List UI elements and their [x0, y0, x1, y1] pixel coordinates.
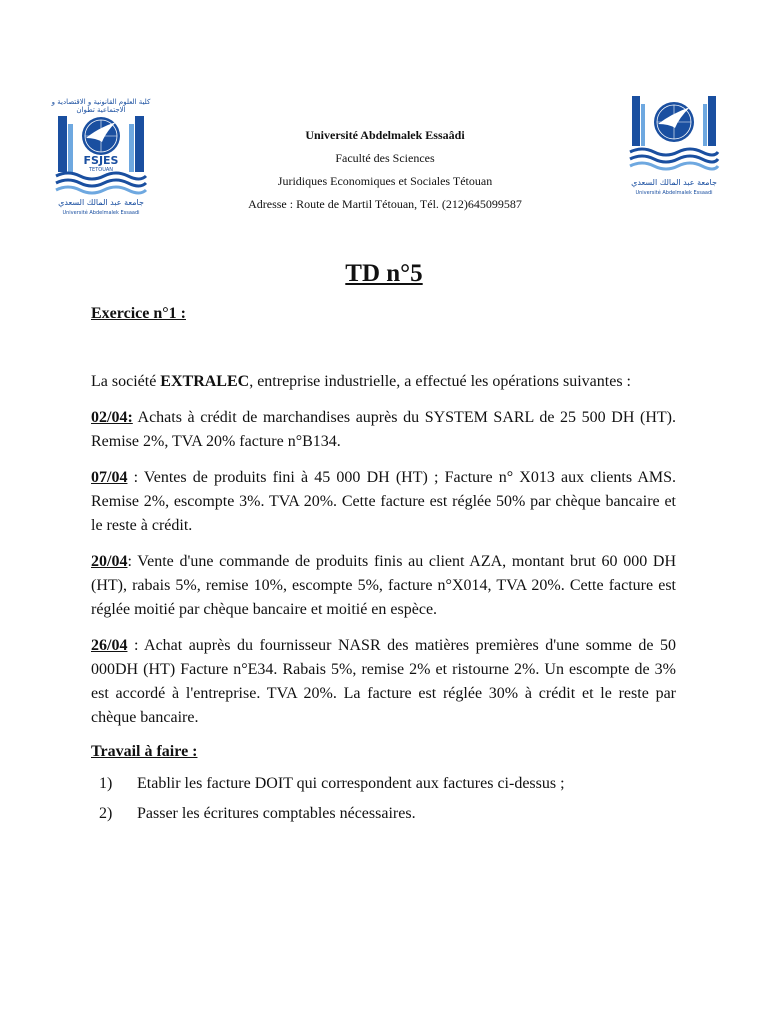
operation-item — [91, 406, 676, 454]
faculty-full-name: Juridiques Economiques et Sociales Tétouan — [277, 174, 493, 188]
task-item — [91, 772, 676, 796]
institution-header — [200, 124, 570, 216]
exercise-intro — [91, 370, 676, 394]
university-logo — [626, 94, 722, 204]
intro-text-after: , entreprise industrielle, a effectué les opérations suivantes : — [249, 373, 631, 390]
task-text: Passer les écritures comptables nécessaires. — [137, 805, 416, 822]
task-number: 1) — [99, 775, 113, 792]
logo-arabic-university: جامعة عبد المالك السعدي — [58, 198, 144, 207]
university-name: Université Abdelmalek Essaâdi — [305, 128, 465, 142]
task-item — [91, 802, 676, 826]
logo-arabic-university: جامعة عبد المالك السعدي — [631, 178, 717, 187]
operation-date: 26/04 — [91, 637, 128, 654]
faculty-name: Faculté des Sciences — [335, 151, 435, 165]
document-title: TD n°5 — [345, 260, 423, 287]
operation-text: : Ventes de produits fini à 45 000 DH (HT) ; Facture n° X013 aux clients AMS. Remise 2%, escompte 3%. TVA 20%. Cette facture est réglée 50% par chèque bancaire et le reste à crédit. — [91, 469, 676, 534]
faculty-address: Adresse : Route de Martil Tétouan, Tél. (212)645099587 — [248, 197, 522, 211]
operation-text: : Achat auprès du fournisseur NASR des matières premières d'une somme de 50 000DH (HT) Facture n°E34. Rabais 5%, remise 2% et ristourne 2%. Un escompte de 3% est accordé à l'entreprise. TVA 20%. La facture est réglée 30% à crédit et le reste par chèque bancaire. — [91, 637, 676, 726]
exercise-heading: Exercice n°1 : — [91, 305, 186, 322]
operation-date: 07/04 — [91, 469, 128, 486]
tasks-list — [91, 772, 676, 826]
logo-latin-university: Université Abdelmalek Essaadi — [635, 190, 713, 196]
operation-date: 02/04: — [91, 409, 133, 426]
operation-item — [91, 634, 676, 730]
logo-latin-university: Université Abdelmalek Essaadi — [62, 210, 140, 216]
company-name: EXTRALEC — [160, 373, 250, 390]
task-number: 2) — [99, 805, 113, 822]
operation-item — [91, 550, 676, 622]
exercise-content — [91, 302, 676, 832]
intro-text-before: La société — [91, 373, 161, 390]
operation-date: 20/04 — [91, 553, 128, 570]
operation-item — [91, 466, 676, 538]
tasks-heading: Travail à faire : — [91, 743, 198, 760]
university-emblem-icon — [626, 94, 722, 178]
logo-acronym: FSJES — [83, 154, 119, 167]
task-text: Etablir les facture DOIT qui correspondent aux factures ci-dessus ; — [137, 775, 565, 792]
operation-text: : Vente d'une commande de produits finis au client AZA, montant brut 60 000 DH (HT), rabais 5%, remise 10%, escompte 5%, facture n°X014, TVA 20%. Cette facture est réglée moitié par chèque bancaire et moitié en espèce. — [91, 553, 676, 618]
logo-arabic-faculty: كلية العلوم القانونية و الاقتصادية و الاجتماعية تطوان — [51, 98, 151, 114]
fsjes-logo — [48, 98, 154, 216]
operation-text: Achats à crédit de marchandises auprès du SYSTEM SARL de 25 500 DH (HT). Remise 2%, TVA 20% facture n°B134. — [91, 409, 676, 450]
fsjes-emblem-icon — [48, 112, 154, 212]
logo-city: TETOUAN — [88, 167, 114, 173]
